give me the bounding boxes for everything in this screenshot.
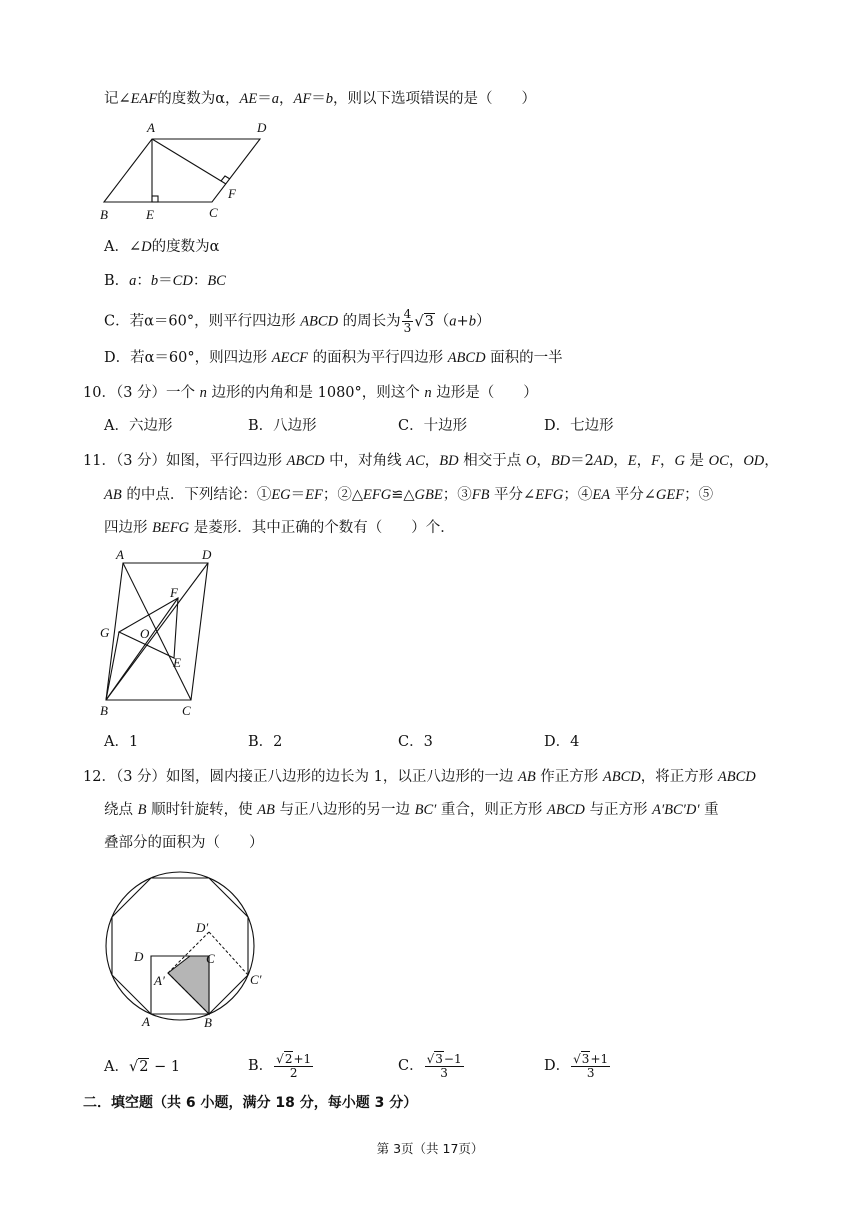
math-symbol: E xyxy=(627,453,637,469)
q12-figure xyxy=(100,868,270,1033)
q9-right-angle-e xyxy=(152,196,158,202)
math-symbol: ABCD xyxy=(717,769,756,785)
text-run: 相交于点 xyxy=(458,453,526,469)
text-run: ，将正方形 xyxy=(640,769,718,785)
q10-option-a: A．六边形 xyxy=(104,418,173,434)
text-run: 四边形 xyxy=(104,520,153,536)
q12-label-c-prime: C′ xyxy=(250,972,262,987)
q11-label-o: O xyxy=(140,626,150,641)
text-run: 12．（3 分）如图，圆内接正八边形的边长为 1，以正八边形的一边 xyxy=(83,769,518,785)
text-run: 11．（3 分）如图，平行四边形 xyxy=(83,453,287,469)
text-run: ；③ xyxy=(442,487,472,503)
q9-parallelogram xyxy=(104,139,260,202)
math-symbol: F xyxy=(651,453,660,469)
q9-option-c-sqrt: √3 xyxy=(414,313,434,330)
q12-option-a: A．√2 − 1 xyxy=(104,1059,181,1075)
text-run: ；⑤ xyxy=(684,487,714,503)
math-symbol: AF xyxy=(293,91,312,107)
math-symbol: ABCD xyxy=(602,769,641,785)
text-run: ， xyxy=(659,453,675,469)
text-run: C．若α＝60°，则平行四边形 xyxy=(104,313,301,330)
q12-d-prime-c-prime xyxy=(209,932,248,975)
text-run: ， xyxy=(536,453,551,469)
text-run: ， xyxy=(424,453,440,469)
math-symbol: n xyxy=(199,385,207,401)
q12-circle xyxy=(106,872,254,1020)
math-symbol: a xyxy=(129,273,137,289)
q9-option-a xyxy=(104,237,219,257)
q11-label-e: E xyxy=(173,655,181,670)
q11-option-b: B．2 xyxy=(248,734,283,750)
math-symbol: EF xyxy=(305,487,323,503)
math-symbol: AECF xyxy=(271,350,308,366)
math-symbol: EAF xyxy=(130,91,158,107)
text-run: + xyxy=(456,313,469,330)
text-run: ＝ xyxy=(158,273,173,289)
text-run: 的度数为α， xyxy=(157,91,240,107)
math-symbol: ABCD xyxy=(447,350,486,366)
q9-option-d xyxy=(104,348,563,368)
math-symbol: b xyxy=(150,273,159,289)
text-run: ＝ xyxy=(311,91,326,107)
math-symbol: b xyxy=(468,313,476,330)
text-run: 中，对角线 xyxy=(324,453,407,469)
math-symbol: BD xyxy=(439,453,459,469)
math-symbol: D xyxy=(141,239,152,255)
math-symbol: GBE xyxy=(414,487,443,503)
q11-option-a: A．1 xyxy=(104,734,139,750)
q11-label-b: B xyxy=(100,703,108,718)
text-run: ） xyxy=(475,313,491,330)
math-symbol: OD xyxy=(743,453,765,469)
q10-option-d: D．七边形 xyxy=(544,418,614,434)
q9-option-c-fraction: $\frac{4}{3}$ xyxy=(403,307,412,335)
math-symbol: G xyxy=(674,453,685,469)
text-run: 叠部分的面积为（ ） xyxy=(104,835,264,851)
text-run: ， xyxy=(764,453,779,469)
q9-label-c: C xyxy=(209,205,218,220)
math-symbol: AB xyxy=(257,802,275,818)
q9-label-b: B xyxy=(100,207,108,222)
q9-stem xyxy=(104,89,536,109)
text-run: 记∠ xyxy=(104,91,131,107)
page-footer: 第 3页（共 17页） xyxy=(376,1141,484,1156)
math-symbol: AD xyxy=(593,453,614,469)
text-run: A．∠ xyxy=(104,239,142,255)
q9-label-f: F xyxy=(228,186,236,201)
text-run: 与正方形 xyxy=(584,802,653,818)
math-symbol: FB xyxy=(471,487,490,503)
text-run: 重合，则正方形 xyxy=(436,802,548,818)
text-run: 的面积为平行四边形 xyxy=(307,350,448,366)
math-symbol: EFG xyxy=(535,487,564,503)
q11-option-c: C．3 xyxy=(398,734,433,750)
math-symbol: ABCD xyxy=(300,313,339,330)
math-symbol: EG xyxy=(271,487,291,503)
text-run: 平分∠ xyxy=(610,487,656,503)
text-run: ；④ xyxy=(563,487,593,503)
math-symbol: BC′ xyxy=(414,802,437,818)
math-symbol: CD xyxy=(172,273,193,289)
text-run: 的周长为 xyxy=(338,313,401,330)
math-symbol: AB xyxy=(104,487,122,503)
q12-stem-line1 xyxy=(83,767,756,787)
q9-figure xyxy=(96,115,286,225)
q12-stem-line2 xyxy=(104,800,719,820)
q12-stem-line3 xyxy=(104,833,264,853)
q12-option-b: B． $\frac{√2+1}{2}$ xyxy=(248,1051,312,1080)
q9-option-c xyxy=(104,308,490,335)
math-symbol: BD xyxy=(550,453,571,469)
math-symbol: n xyxy=(424,385,432,401)
math-symbol: b xyxy=(325,91,333,107)
text-run: D．若α＝60°，则四边形 xyxy=(104,350,272,366)
q9-label-d: D xyxy=(257,120,267,135)
math-symbol: O xyxy=(525,453,537,469)
text-run: 是菱形．其中正确的个数有（ ）个． xyxy=(189,520,455,536)
q9-label-e: E xyxy=(146,207,154,222)
text-run: 10．（3 分）一个 xyxy=(83,385,200,401)
text-run: ： xyxy=(192,273,208,289)
math-symbol: B xyxy=(137,802,147,818)
q11-label-f: F xyxy=(170,585,178,600)
q11-gb-link xyxy=(106,632,119,700)
q11-stem-line1 xyxy=(83,451,779,471)
math-symbol: BC xyxy=(207,273,226,289)
q12-label-a: A xyxy=(142,1014,150,1029)
math-symbol: EFG xyxy=(363,487,392,503)
q10-stem xyxy=(83,383,538,403)
text-run: 边形是（ ） xyxy=(431,385,538,401)
q12-label-d: D xyxy=(134,949,144,964)
text-run: 重 xyxy=(699,802,719,818)
text-run: ： xyxy=(136,273,151,289)
text-run: ＝ xyxy=(290,487,306,503)
text-run: 顺时针旋转，使 xyxy=(146,802,258,818)
math-symbol: a xyxy=(449,313,457,330)
q11-label-d: D xyxy=(202,547,212,562)
text-run: 绕点 xyxy=(104,802,138,818)
q9-label-a: A xyxy=(147,120,155,135)
text-run: ， xyxy=(728,453,744,469)
q11-figure xyxy=(98,545,228,723)
text-run: ≌△ xyxy=(391,487,415,503)
math-symbol: ABCD xyxy=(286,453,325,469)
q11-label-c: C xyxy=(182,703,191,718)
text-run: ＝2 xyxy=(570,453,594,469)
math-symbol: BEFG xyxy=(152,520,190,536)
math-symbol: AE xyxy=(239,91,258,107)
q11-option-d: D．4 xyxy=(544,734,580,750)
q11-label-a: A xyxy=(116,547,124,562)
q9-af xyxy=(152,139,226,184)
text-run: ；②△ xyxy=(322,487,364,503)
q12-octagon xyxy=(112,878,248,1014)
text-run: 作正方形 xyxy=(535,769,603,785)
q12-overlap xyxy=(168,956,209,1014)
math-symbol: a xyxy=(271,91,279,107)
q12-label-b: B xyxy=(204,1015,212,1030)
text-run: （ xyxy=(434,313,450,330)
q12-label-d-prime: D′ xyxy=(196,920,209,935)
text-run: 边形的内角和是 1080°，则这个 xyxy=(206,385,425,401)
math-symbol: OC xyxy=(708,453,729,469)
text-run: ， xyxy=(636,453,652,469)
q10-option-b: B．八边形 xyxy=(248,418,317,434)
q9-option-b xyxy=(104,271,226,291)
q12-option-c: C． $\frac{√3-1}{3}$ xyxy=(398,1051,462,1080)
q10-option-c: C．十边形 xyxy=(398,418,468,434)
q11-stem-line3 xyxy=(104,518,455,538)
math-symbol: AC xyxy=(406,453,425,469)
text-run: 的度数为α xyxy=(151,239,220,255)
text-run: 是 xyxy=(684,453,709,469)
text-run: 面积的一半 xyxy=(485,350,563,366)
q12-option-d: D． $\frac{√3+1}{3}$ xyxy=(544,1051,609,1080)
section-2-heading: 二．填空题（共 6 小题，满分 18 分，每小题 3 分） xyxy=(83,1095,418,1111)
text-run: 平分∠ xyxy=(489,487,536,503)
text-run: ， xyxy=(613,453,628,469)
q12-label-c: C xyxy=(206,951,215,966)
math-symbol: EA xyxy=(592,487,611,503)
text-run: 与正八边形的另一边 xyxy=(274,802,415,818)
math-symbol: GEF xyxy=(655,487,685,503)
text-run: ，则以下选项错误的是（ ） xyxy=(332,91,536,107)
q11-label-g: G xyxy=(100,625,110,640)
text-run: ， xyxy=(279,91,294,107)
text-run: ＝ xyxy=(257,91,272,107)
q11-bd xyxy=(106,563,208,700)
q12-label-a-prime: A′ xyxy=(154,973,165,988)
math-symbol: ABCD xyxy=(547,802,585,818)
math-symbol: AB xyxy=(517,769,536,785)
math-symbol: A′BC′D′ xyxy=(652,802,700,818)
q11-stem-line2 xyxy=(104,485,713,505)
text-run: 的中点．下列结论：① xyxy=(121,487,272,503)
text-run: B． xyxy=(104,273,130,289)
